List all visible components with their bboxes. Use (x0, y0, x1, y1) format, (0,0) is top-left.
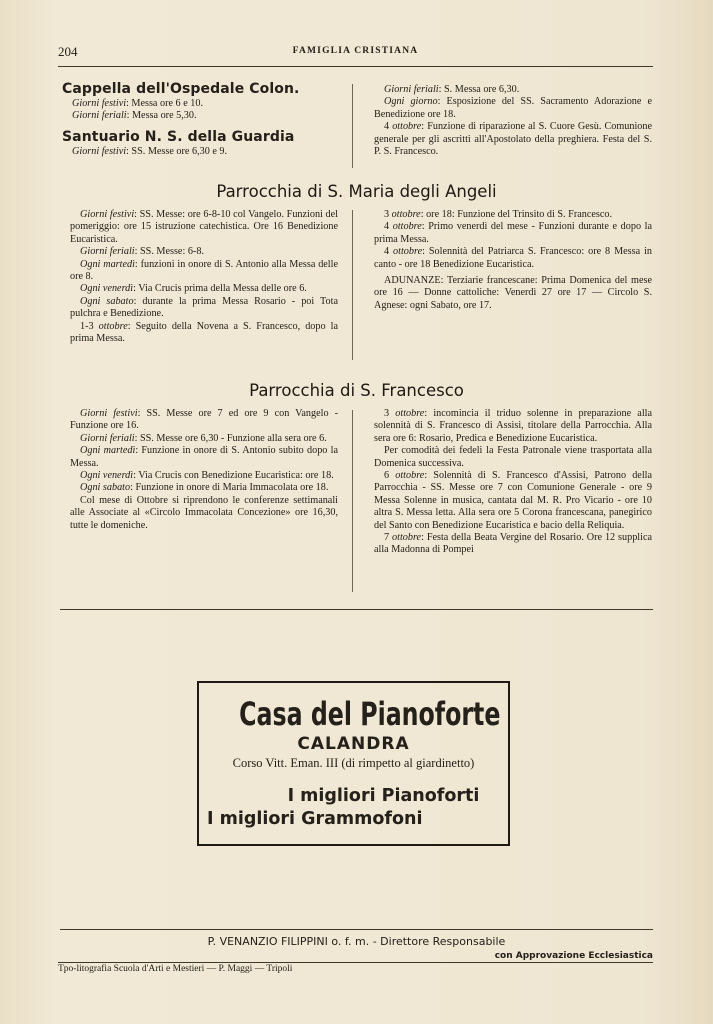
francesco-section-title: Parrocchia di S. Francesco (249, 381, 464, 400)
santuario-festivi: Giorni festivi: SS. Messe ore 6,30 e 9. (72, 145, 228, 157)
top-column-divider (352, 84, 353, 168)
advert-name: CALANDRA (297, 734, 410, 754)
francesco-martedi: Ogni martedì: Funzione in onore di S. Antonio subito dopo la Messa. (70, 445, 338, 469)
francesco-comodita: Per comodità dei fedeli la Festa Patronale viene trasportata alla Domenica successiva. (374, 445, 652, 469)
francesco-ottobre-3: 3 ottobre: incomincia il triduo solenne in preparazione alla solennità di S. Francesco di Assisi, titolare della Parrocchia. Alla sera ore 6: Rosario, Predica e Benedizione Eucaristica. (374, 408, 653, 444)
angeli-left-column (70, 209, 338, 345)
cappella-feriali: Giorni feriali: Messa ore 5,30. (72, 110, 197, 122)
page-number: 204 (58, 44, 78, 59)
top-ottobre-4: 4 ottobre: Funzione di riparazione al S. Cuore Gesù. Comunione generale per gli ascritti all'Apostolato della preghiera. Festa del S. P. S. Francesco. (374, 121, 653, 158)
francesco-venerdi: Ogni venerdì: Via Crucis con Benedizione Eucaristica: ore 18. (80, 470, 334, 482)
angeli-ottobre-3: 3 ottobre: ore 18: Funzione del Trinsito di S. Francesco. (384, 209, 612, 220)
angeli-sabato: Ogni sabato: durante la prima Messa Rosario - poi Tota pulchra e Benedizione. (70, 295, 339, 320)
francesco-festivi: Giorni festivi: SS. Messe ore 7 ed ore 9 con Vangelo - Funzione ore 16. (70, 408, 339, 432)
advert-address: Corso Vitt. Eman. III (di rimpetto al giardinetto) (232, 756, 475, 770)
francesco-right-column (374, 408, 652, 557)
section-end-rule (60, 609, 653, 610)
angeli-column-divider (352, 210, 353, 360)
angeli-right-column (374, 209, 652, 312)
pianoforte-advert (197, 681, 510, 846)
footer-director: P. VENANZIO FILIPPINI o. f. m. - Direttore Responsabile (207, 935, 506, 948)
angeli-martedi: Ogni martedì: funzioni in onore di S. Antonio alla Messa delle ore 8. (70, 258, 338, 283)
running-title: FAMIGLIA CRISTIANA (292, 46, 419, 56)
angeli-venerdi: Ogni venerdì: Via Crucis prima della Messa delle ore 6. (80, 283, 307, 295)
santuario-title: Santuario N. S. della Guardia (62, 128, 295, 145)
top-ogni-giorno: Ogni giorno: Esposizione del SS. Sacramento Adorazione e Benedizione ore 18. (374, 96, 653, 120)
francesco-column-divider (352, 410, 353, 592)
angeli-adunanze: ADUNANZE: Terziarie francescane: Prima Domenica del mese ore 16 — Donne cattoliche: Venerdì 27 ore 17 — Circolo S. Agnese: ogni Sabato, ore 17. (374, 275, 652, 311)
footer-approval: con Approvazione Ecclesiastica (494, 951, 653, 961)
header-rule (58, 66, 653, 67)
angeli-festivi: Giorni festivi: SS. Messe: ore 6-8-10 col Vangelo. Funzioni del pomeriggio: ore 15 istruzione catechistica. Ore 16 Benedizione Eucaristica. (70, 209, 338, 245)
angeli-feriali: Giorni feriali: SS. Messe: 6-8. (80, 246, 204, 258)
advert-title: Casa del Pianoforte (239, 695, 501, 733)
francesco-feriali: Giorni feriali: SS. Messe ore 6,30 - Funzione alla sera ore 6. (80, 432, 327, 444)
top-left-column (62, 80, 340, 158)
angeli-ottobre-4: 4 ottobre: Primo venerdì del mese - Funzioni durante e dopo la prima Messa. (374, 221, 653, 245)
francesco-ottobre-6: 6 ottobre: Solennità di S. Francesco d'Assisi, Patrono della Parrocchia - SS. Messe ore 7 con Comunione Generale - ore 9 Messa Solenne in musica, cantata dal M. R. Pro Vicario - ore 10 altra S. Messa letta. Alla sera ore 5 Corona francescana, panegirico del Santo con Benedizione Eucaristica e bacio della Reliquia. (374, 470, 653, 531)
page-header (58, 44, 653, 62)
francesco-sabato: Ogni sabato: Funzione in onore di Maria Immacolata ore 18. (80, 482, 329, 494)
francesco-left-column (70, 408, 338, 532)
top-feriali: Giorni feriali: S. Messa ore 6,30. (384, 84, 520, 95)
footer-rule-bottom (58, 962, 653, 963)
francesco-ottobre-note: Col mese di Ottobre si riprendono le conferenze settimanali alle Associate al «Circolo Immacolata Concezione» ore 16,30, tutte le domeniche. (70, 494, 338, 531)
advert-line-pianoforti: I migliori Pianoforti (287, 786, 480, 806)
angeli-ottobre-4-solennita: 4 ottobre: Solennità del Patriarca S. Francesco: ore 8 Messa in canto - ore 18 Benedizione Eucaristica. (374, 246, 652, 270)
footer-printer: Tpo-litografia Scuola d'Arti e Mestieri — P. Maggi — Tripoli (58, 964, 293, 974)
francesco-ottobre-7: 7 ottobre: Festa della Beata Vergine del Rosario. Ore 12 supplica alla Madonna di Pompei (374, 532, 653, 556)
angeli-ottobre-1-3: 1-3 ottobre: Seguito della Novena a S. Francesco, dopo la prima Messa. (70, 320, 339, 345)
cappella-festivi: Giorni festivi: Messa ore 6 e 10. (72, 98, 204, 109)
angeli-section-title: Parrocchia di S. Maria degli Angeli (216, 182, 497, 201)
top-right-column (374, 84, 652, 158)
advert-line-grammofoni: I migliori Grammofoni (207, 809, 423, 829)
cappella-title: Cappella dell'Ospedale Colon. (62, 81, 300, 97)
footer-rule-top (60, 929, 653, 930)
